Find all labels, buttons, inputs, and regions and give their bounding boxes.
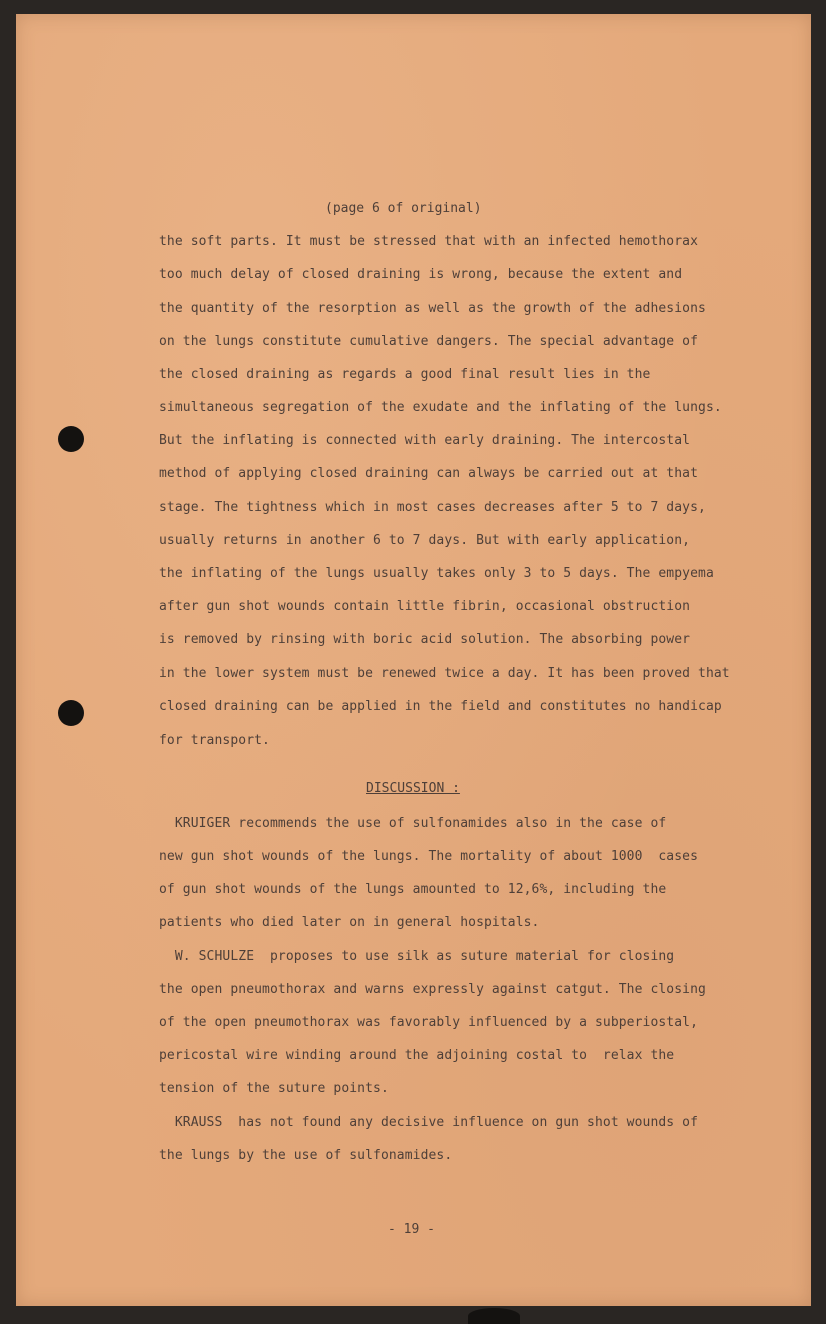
page-number: - 19 - <box>388 1222 435 1237</box>
punch-hole <box>58 700 84 726</box>
body-line: for transport. <box>159 733 270 748</box>
body-line: But the inflating is connected with early draining. The intercostal <box>159 433 691 448</box>
discussion-line: the lungs by the use of sulfonamides. <box>159 1148 453 1163</box>
body-line: the quantity of the resorption as well as the growth of the adhesions <box>159 301 706 316</box>
section-heading: DISCUSSION : <box>366 781 460 796</box>
body-line: after gun shot wounds contain little fibrin, occasional obstruction <box>159 599 691 614</box>
discussion-line: KRUIGER recommends the use of sulfonamides also in the case of <box>159 816 667 831</box>
body-line: usually returns in another 6 to 7 days. But with early application, <box>159 533 691 548</box>
discussion-line: KRAUSS has not found any decisive influence on gun shot wounds of <box>159 1115 699 1130</box>
body-line: method of applying closed draining can always be carried out at that <box>159 466 699 481</box>
page-reference: (page 6 of original) <box>325 201 482 216</box>
discussion-line: patients who died later on in general hospitals. <box>159 915 540 930</box>
discussion-line: tension of the suture points. <box>159 1081 389 1096</box>
body-line: the closed draining as regards a good final result lies in the <box>159 367 651 382</box>
discussion-line: the open pneumothorax and warns expressly against catgut. The closing <box>159 982 706 997</box>
paper-tear <box>468 1308 520 1324</box>
discussion-line: new gun shot wounds of the lungs. The mortality of about 1000 cases <box>159 849 699 864</box>
discussion-line: pericostal wire winding around the adjoining costal to relax the <box>159 1048 675 1063</box>
body-line: on the lungs constitute cumulative dangers. The special advantage of <box>159 334 699 349</box>
discussion-line: of the open pneumothorax was favorably influenced by a subperiostal, <box>159 1015 699 1030</box>
body-line: the soft parts. It must be stressed that with an infected hemothorax <box>159 234 699 249</box>
body-line: closed draining can be applied in the field and constitutes no handicap <box>159 699 722 714</box>
body-line: simultaneous segregation of the exudate and the inflating of the lungs. <box>159 400 722 415</box>
body-line: is removed by rinsing with boric acid solution. The absorbing power <box>159 632 691 647</box>
discussion-line: of gun shot wounds of the lungs amounted to 12,6%, including the <box>159 882 667 897</box>
body-line: in the lower system must be renewed twice a day. It has been proved that <box>159 666 730 681</box>
body-line: the inflating of the lungs usually takes only 3 to 5 days. The empyema <box>159 566 714 581</box>
punch-hole <box>58 426 84 452</box>
discussion-line: W. SCHULZE proposes to use silk as suture material for closing <box>159 949 675 964</box>
body-line: stage. The tightness which in most cases decreases after 5 to 7 days, <box>159 500 706 515</box>
body-line: too much delay of closed draining is wrong, because the extent and <box>159 267 683 282</box>
